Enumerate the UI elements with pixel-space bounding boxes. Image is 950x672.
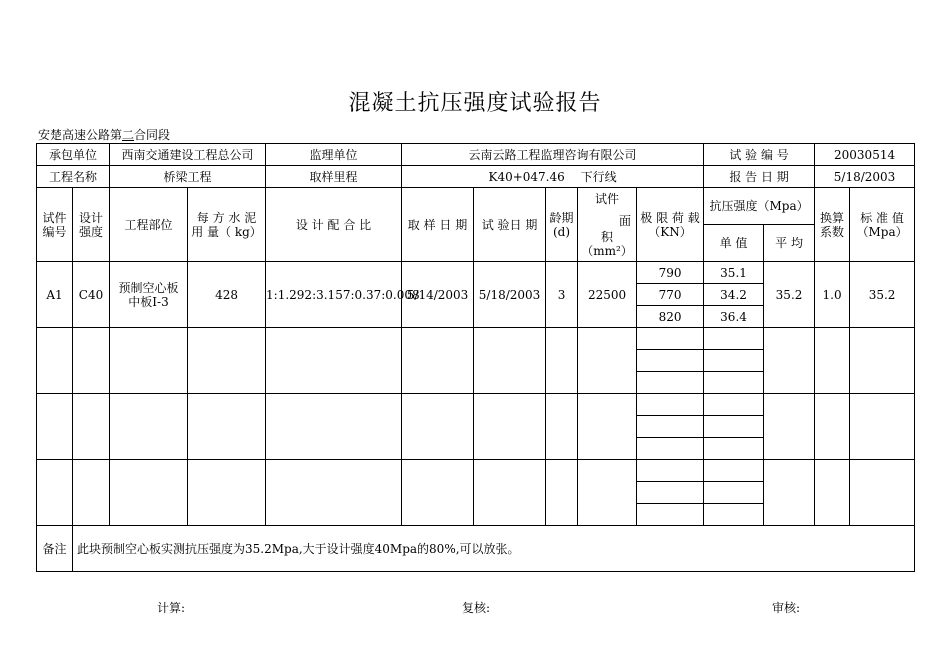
record-specimen-no: A1 bbox=[37, 262, 73, 328]
record-standard: 35.2 bbox=[850, 262, 915, 328]
remark-label: 备注 bbox=[37, 526, 73, 572]
header-single: 单 值 bbox=[704, 225, 764, 262]
empty-cell bbox=[704, 394, 764, 416]
empty-cell bbox=[704, 482, 764, 504]
empty-cell bbox=[764, 328, 815, 394]
empty-cell bbox=[402, 328, 474, 394]
empty-cell bbox=[73, 328, 110, 394]
empty-cell bbox=[37, 460, 73, 526]
header-mix-ratio: 设 计 配 合 比 bbox=[266, 188, 402, 262]
record-area: 22500 bbox=[578, 262, 637, 328]
empty-cell bbox=[73, 460, 110, 526]
empty-cell bbox=[110, 460, 188, 526]
record-single-1: 35.1 bbox=[704, 262, 764, 284]
empty-cell bbox=[37, 328, 73, 394]
table-row bbox=[37, 394, 915, 416]
remark-text: 此块预制空心板实测抗压强度为35.2Mpa,大于设计强度40Mpa的80%,可以放张。 bbox=[73, 526, 915, 572]
table-row bbox=[37, 460, 915, 482]
record-age: 3 bbox=[546, 262, 578, 328]
empty-cell bbox=[266, 394, 402, 460]
empty-cell bbox=[188, 394, 266, 460]
footer-review: 复核: bbox=[462, 601, 491, 615]
empty-cell bbox=[637, 482, 704, 504]
empty-cell bbox=[764, 460, 815, 526]
empty-cell bbox=[637, 350, 704, 372]
report-title: 混凝土抗压强度试验报告 bbox=[348, 91, 602, 116]
record-design-strength: C40 bbox=[73, 262, 110, 328]
empty-cell bbox=[704, 438, 764, 460]
record-load-2: 770 bbox=[637, 284, 704, 306]
empty-cell bbox=[188, 460, 266, 526]
empty-cell bbox=[110, 394, 188, 460]
empty-cell bbox=[704, 350, 764, 372]
record-factor: 1.0 bbox=[815, 262, 850, 328]
empty-cell bbox=[850, 460, 915, 526]
header-area-mid: 面 bbox=[619, 213, 632, 228]
empty-cell bbox=[704, 504, 764, 526]
header-area-bottom: 积 bbox=[601, 229, 614, 244]
empty-cell bbox=[110, 328, 188, 394]
empty-cell bbox=[850, 394, 915, 460]
record-part: 预制空心板 中板Ⅰ-3 bbox=[110, 262, 188, 328]
empty-cell bbox=[546, 460, 578, 526]
empty-cell bbox=[474, 328, 546, 394]
empty-cell bbox=[578, 328, 637, 394]
section-prefix: 安楚高速公路第 bbox=[38, 128, 123, 142]
header-part: 工程部位 bbox=[110, 188, 188, 262]
record-cement: 428 bbox=[188, 262, 266, 328]
test-no-label: 试 验 编 号 bbox=[704, 144, 815, 166]
report-date-label: 报 告 日 期 bbox=[704, 166, 815, 188]
record-single-2: 34.2 bbox=[704, 284, 764, 306]
header-specimen-no: 试件 编号 bbox=[37, 188, 73, 262]
header-standard: 标 准 值 （Mpa） bbox=[850, 188, 915, 262]
project-value: 桥梁工程 bbox=[110, 166, 266, 188]
empty-cell bbox=[266, 328, 402, 394]
test-no-value: 20030514 bbox=[815, 144, 915, 166]
table-row bbox=[37, 328, 915, 350]
record-sample-date: 5/14/2003 bbox=[402, 262, 474, 328]
report-table bbox=[36, 143, 915, 572]
header-test-date: 试 验日 期 bbox=[474, 188, 546, 262]
section-suffix: 合同段 bbox=[134, 128, 171, 142]
empty-cell bbox=[637, 416, 704, 438]
empty-cell bbox=[188, 328, 266, 394]
empty-cell bbox=[73, 394, 110, 460]
empty-cell bbox=[37, 394, 73, 460]
empty-cell bbox=[402, 460, 474, 526]
record-test-date: 5/18/2003 bbox=[474, 262, 546, 328]
contract-section bbox=[38, 126, 170, 143]
empty-cell bbox=[704, 372, 764, 394]
empty-cell bbox=[704, 460, 764, 482]
record-mix-ratio: 1:1.292:3.157:0.37:0.008 bbox=[266, 262, 402, 328]
empty-cell bbox=[637, 328, 704, 350]
empty-cell bbox=[637, 460, 704, 482]
empty-cell bbox=[815, 328, 850, 394]
contractor-label: 承包单位 bbox=[37, 144, 110, 166]
header-design-strength: 设计 强度 bbox=[73, 188, 110, 262]
empty-cell bbox=[546, 328, 578, 394]
header-row-1 bbox=[37, 188, 915, 225]
chainage-value: K40+047.46 下行线 bbox=[402, 166, 704, 188]
project-label: 工程名称 bbox=[37, 166, 110, 188]
header-strength: 抗压强度（Mpa） bbox=[704, 188, 815, 225]
empty-cell bbox=[474, 394, 546, 460]
info-row-2 bbox=[37, 166, 915, 188]
empty-cell bbox=[704, 328, 764, 350]
record-average: 35.2 bbox=[764, 262, 815, 328]
empty-cell bbox=[850, 328, 915, 394]
remark-row bbox=[37, 526, 915, 572]
record-load-1: 790 bbox=[637, 262, 704, 284]
empty-cell bbox=[474, 460, 546, 526]
empty-cell bbox=[637, 372, 704, 394]
contractor-value: 西南交通建设工程总公司 bbox=[110, 144, 266, 166]
empty-cell bbox=[815, 394, 850, 460]
supervisor-label: 监理单位 bbox=[266, 144, 402, 166]
empty-cell bbox=[402, 394, 474, 460]
empty-cell bbox=[637, 394, 704, 416]
record-load-3: 820 bbox=[637, 306, 704, 328]
empty-cell bbox=[578, 460, 637, 526]
header-cement: 每 方 水 泥 用 量（ kg） bbox=[188, 188, 266, 262]
section-number: 二 bbox=[122, 128, 135, 142]
empty-cell bbox=[764, 394, 815, 460]
empty-cell bbox=[637, 504, 704, 526]
empty-cell bbox=[704, 416, 764, 438]
header-sample-date: 取 样 日 期 bbox=[402, 188, 474, 262]
header-factor: 换算 系数 bbox=[815, 188, 850, 262]
header-age: 龄期 (d) bbox=[546, 188, 578, 262]
header-area-top: 试件 bbox=[595, 191, 620, 206]
info-row-1 bbox=[37, 144, 915, 166]
header-area-unit: （mm²） bbox=[581, 243, 633, 258]
header-load: 极 限 荷 载（KN） bbox=[637, 188, 704, 262]
footer-calc: 计算: bbox=[157, 601, 186, 615]
empty-cell bbox=[266, 460, 402, 526]
empty-cell bbox=[637, 438, 704, 460]
empty-cell bbox=[578, 394, 637, 460]
empty-cell bbox=[546, 394, 578, 460]
footer-audit: 审核: bbox=[772, 601, 801, 615]
record-single-3: 36.4 bbox=[704, 306, 764, 328]
table-row bbox=[37, 262, 915, 284]
header-area bbox=[578, 188, 637, 262]
report-date-value: 5/18/2003 bbox=[815, 166, 915, 188]
supervisor-value: 云南云路工程监理咨询有限公司 bbox=[402, 144, 704, 166]
chainage-label: 取样里程 bbox=[266, 166, 402, 188]
empty-cell bbox=[815, 460, 850, 526]
header-average: 平 均 bbox=[764, 225, 815, 262]
